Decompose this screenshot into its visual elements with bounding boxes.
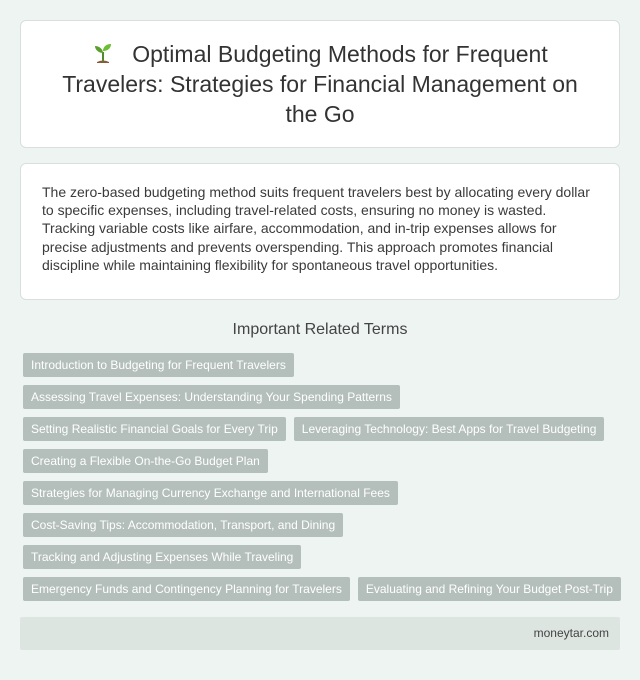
related-term-tag[interactable]: Strategies for Managing Currency Exchange and International Fees xyxy=(23,481,398,505)
page-title-text: Optimal Budgeting Methods for Frequent Travelers: Strategies for Financial Management on the Go xyxy=(62,41,578,127)
related-term-tag[interactable]: Emergency Funds and Contingency Planning for Travelers xyxy=(23,577,350,601)
related-term-tag[interactable]: Creating a Flexible On-the-Go Budget Plan xyxy=(23,449,268,473)
sprout-icon xyxy=(92,42,114,64)
footer-site-link[interactable]: moneytar.com xyxy=(533,626,609,640)
summary-text: The zero-based budgeting method suits frequent travelers best by allocating every dollar to specific expenses, including travel-related costs, ensuring no money is wasted. Tracking variable costs like airfare, accommodation, and in-trip expenses allows for precise adjustments and prevents overspending. This approach promotes financial discipline while maintaining flexibility for spontaneous travel opportunities. xyxy=(42,184,590,273)
related-term-tag[interactable]: Setting Realistic Financial Goals for Every Trip xyxy=(23,417,286,441)
page-title xyxy=(49,39,591,129)
tag-row xyxy=(23,577,623,601)
tag-row xyxy=(23,545,623,569)
related-term-tag[interactable]: Tracking and Adjusting Expenses While Traveling xyxy=(23,545,301,569)
related-terms-heading: Important Related Terms xyxy=(232,321,408,338)
related-terms-list xyxy=(23,353,623,609)
tag-row xyxy=(23,449,623,473)
related-term-tag[interactable]: Leveraging Technology: Best Apps for Travel Budgeting xyxy=(294,417,605,441)
tag-row xyxy=(23,385,623,409)
summary-card xyxy=(20,163,620,300)
title-card xyxy=(20,20,620,148)
related-term-tag[interactable]: Evaluating and Refining Your Budget Post-Trip xyxy=(358,577,621,601)
footer xyxy=(20,617,620,650)
tag-row xyxy=(23,481,623,505)
related-term-tag[interactable]: Cost-Saving Tips: Accommodation, Transport, and Dining xyxy=(23,513,343,537)
tag-row xyxy=(23,353,623,377)
related-term-tag[interactable]: Assessing Travel Expenses: Understanding Your Spending Patterns xyxy=(23,385,400,409)
tag-row xyxy=(23,513,623,537)
related-term-tag[interactable]: Introduction to Budgeting for Frequent Travelers xyxy=(23,353,294,377)
tag-row xyxy=(23,417,623,441)
